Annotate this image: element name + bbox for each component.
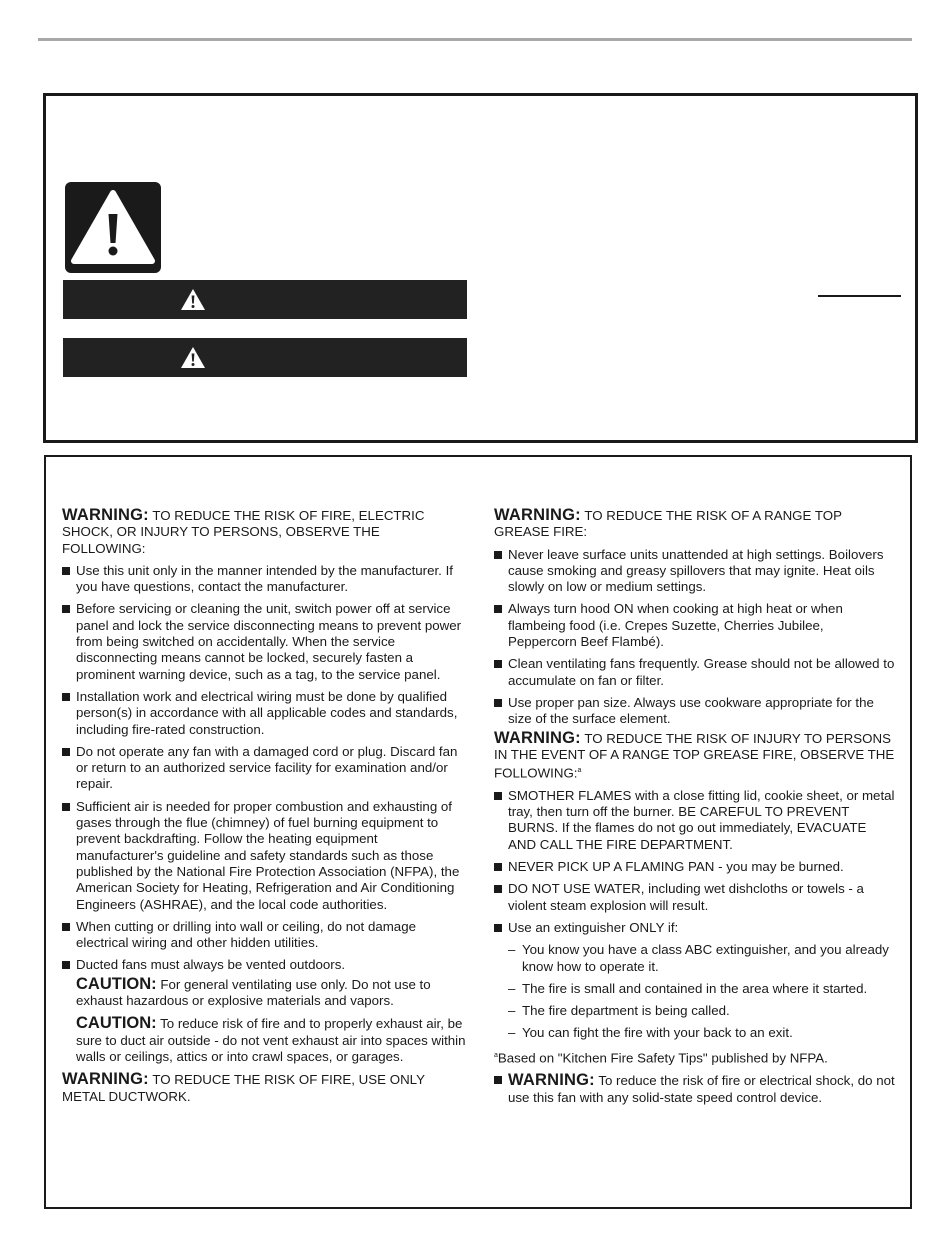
list-item xyxy=(62,601,466,682)
warning-heading xyxy=(62,1071,466,1105)
caution-block xyxy=(76,976,466,1010)
list-item xyxy=(62,744,466,793)
list-item-text: Before servicing or cleaning the unit, switch power off at service panel and lock the service disconnecting means to prevent power from being switched on accidentally. When the service disconnecting means cannot be locked, securely fasten a prominent warning device, such as a tag, to the service panel. xyxy=(76,601,462,682)
list-item xyxy=(494,920,896,1042)
footnote-mark: a xyxy=(577,767,582,775)
sub-item xyxy=(508,981,896,997)
sub-item-text: The fire department is being called. xyxy=(522,1003,730,1019)
right-column xyxy=(494,507,896,1112)
bullet-icon xyxy=(494,660,502,668)
warning-list xyxy=(494,1072,896,1106)
list-item-text: Always turn hood ON when cooking at high heat or when flambeing food (i.e. Crepes Suzette, Cherries Jubilee, Peppercorn Beef Flambé). xyxy=(508,601,843,650)
warning-text: TO REDUCE THE RISK OF FIRE, ELECTRIC SHOCK, OR INJURY TO PERSONS, OBSERVE THE FOLLOWING: xyxy=(62,508,425,556)
bullet-icon xyxy=(62,605,70,613)
list-item-text: NEVER PICK UP A FLAMING PAN - you may be burned. xyxy=(508,859,844,875)
sub-item xyxy=(508,1003,896,1019)
list-item xyxy=(494,788,896,853)
list-item-text: Clean ventilating fans frequently. Grease should not be allowed to accumulate on fan or filter. xyxy=(508,656,895,688)
list-item xyxy=(494,547,896,596)
top-rule xyxy=(38,38,912,41)
safety-box xyxy=(43,93,918,443)
footnote-mark: a xyxy=(494,1051,498,1059)
dash-marker: – xyxy=(508,1025,516,1041)
warning-text: TO REDUCE THE RISK OF A RANGE TOP GREASE FIRE: xyxy=(494,508,842,540)
warning-keyword: WARNING: xyxy=(494,728,581,747)
list-item-text: Ducted fans must always be vented outdoors. xyxy=(76,957,346,973)
bullet-icon xyxy=(62,961,70,969)
list-item xyxy=(494,859,896,875)
list-item xyxy=(62,563,466,596)
alert-triangle-icon xyxy=(180,346,206,369)
bullet-icon xyxy=(494,885,502,893)
bullet-icon xyxy=(62,748,70,756)
caution-keyword: CAUTION: xyxy=(76,974,157,993)
list-item xyxy=(62,957,466,973)
sub-item xyxy=(508,942,896,975)
grease-fire-list xyxy=(494,788,896,1042)
list-item xyxy=(62,919,466,952)
bullet-icon xyxy=(62,803,70,811)
dash-marker: – xyxy=(508,1003,516,1019)
warning-text: TO REDUCE THE RISK OF INJURY TO PERSONS IN THE EVENT OF A RANGE TOP GREASE FIRE, OBSERVE THE FOLLOWING: xyxy=(494,730,895,781)
warning-heading xyxy=(62,507,466,557)
dash-marker: – xyxy=(508,942,516,958)
bullet-icon xyxy=(494,1076,502,1084)
bullet-icon xyxy=(494,605,502,613)
warning-keyword: WARNING: xyxy=(494,506,581,524)
bullet-icon xyxy=(62,923,70,931)
left-column xyxy=(62,507,466,1111)
caution-block xyxy=(76,1015,466,1065)
underline-rule xyxy=(818,295,901,297)
sub-item-text: You can fight the fire with your back to an exit. xyxy=(522,1025,793,1041)
sub-item-text: You know you have a class ABC extinguisher, and you already know how to operate it. xyxy=(522,942,889,974)
bullet-icon xyxy=(62,693,70,701)
warning-heading xyxy=(494,507,896,541)
list-item xyxy=(494,881,896,914)
bullet-icon xyxy=(62,567,70,575)
bullet-icon xyxy=(494,863,502,871)
warning-signal-bar xyxy=(63,338,467,377)
sub-item-text: The fire is small and contained in the area where it started. xyxy=(522,980,868,996)
bullet-icon xyxy=(494,924,502,932)
sub-item xyxy=(508,1025,896,1041)
warning-keyword: WARNING: xyxy=(62,1070,149,1089)
list-item xyxy=(494,656,896,689)
danger-signal-bar xyxy=(63,280,467,319)
safety-instructions-box xyxy=(44,455,912,1209)
list-item-text: Use an extinguisher ONLY if: xyxy=(508,919,679,935)
list-item-text: DO NOT USE WATER, including wet dishcloths or towels - a violent steam explosion will result. xyxy=(508,881,864,913)
warning-text: TO REDUCE THE RISK OF FIRE, USE ONLY METAL DUCTWORK. xyxy=(62,1072,425,1104)
bullet-icon xyxy=(494,792,502,800)
warning-list xyxy=(494,547,896,728)
warning-heading xyxy=(494,730,896,782)
caution-text: For general ventilating use only. Do not use to exhaust hazardous or explosive materials and vapors. xyxy=(76,976,431,1009)
footnote xyxy=(494,1048,896,1067)
caution-keyword: CAUTION: xyxy=(76,1014,157,1033)
warning-list xyxy=(62,563,466,974)
list-item-text: SMOTHER FLAMES with a close fitting lid, cookie sheet, or metal tray, then turn off the burner. BE CAREFUL TO PREVENT BURNS. If the flames do not go out immediately, EVACUATE AND CALL THE FIRE DEPARTMENT. xyxy=(508,787,895,852)
bullet-icon xyxy=(494,699,502,707)
extinguisher-conditions xyxy=(508,942,896,1041)
list-item-text: Use proper pan size. Always use cookware appropriate for the size of the surface element. xyxy=(508,694,874,727)
footnote-text: Based on "Kitchen Fire Safety Tips" published by NFPA. xyxy=(497,1050,828,1066)
bullet-icon xyxy=(494,551,502,559)
dash-marker: – xyxy=(508,980,516,996)
list-item-text: Sufficient air is needed for proper combustion and exhausting of gases through the flue (chimney) of fuel burning equipment to prevent backdrafting. Follow the heating equipment manufacturer's guideline and safety standards such as those published by the National Fire Protection Association (NFPA), the American Society for Heating, Refrigeration and Air Conditioning Engineers (ASHRAE), and the local code authorities. xyxy=(76,798,460,912)
warning-text: To reduce the risk of fire or electrical shock, do not use this fan with any solid-state speed control device. xyxy=(508,1073,895,1105)
list-item-text: Never leave surface units unattended at high settings. Boilovers cause smoking and greasy spillovers that may ignite. Heat oils slowly on low or medium settings. xyxy=(508,546,884,595)
caution-text: To reduce risk of fire and to properly exhaust air, be sure to duct air outside - do not vent exhaust air into spaces within walls or ceilings, attics or into crawl spaces, or garages. xyxy=(76,1016,466,1064)
list-item-text: Use this unit only in the manner intended by the manufacturer. If you have questions, contact the manufacturer. xyxy=(76,562,453,595)
list-item xyxy=(494,1072,896,1106)
list-item-text: When cutting or drilling into wall or ceiling, do not damage electrical wiring and other hidden utilities. xyxy=(76,918,416,951)
list-item xyxy=(494,695,896,728)
list-item xyxy=(62,799,466,913)
list-item-text: Do not operate any fan with a damaged cord or plug. Discard fan or return to an authorized service facility for examination and/or repair. xyxy=(76,743,458,792)
list-item-text: Installation work and electrical wiring must be done by qualified person(s) in accordance with all applicable codes and standards, including fire-rated construction. xyxy=(76,688,458,737)
list-item xyxy=(62,689,466,738)
warning-keyword: WARNING: xyxy=(62,506,149,524)
alert-triangle-icon xyxy=(180,288,206,311)
list-item xyxy=(494,601,896,650)
safety-alert-icon xyxy=(64,181,162,274)
warning-keyword: WARNING: xyxy=(508,1071,595,1090)
